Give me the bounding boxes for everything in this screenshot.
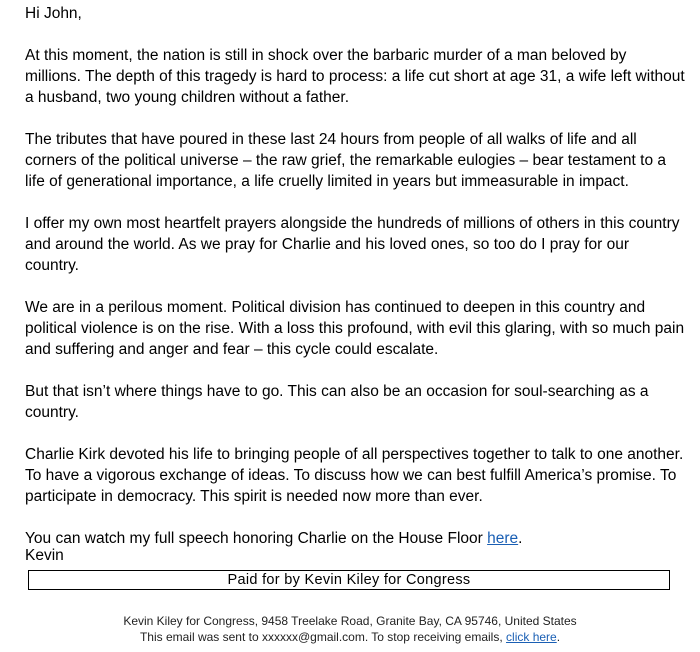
speech-end: . [518, 530, 523, 547]
footer-address: Kevin Kiley for Congress, 9458 Treelake Road, Granite Bay, CA 95746, United States [123, 614, 577, 628]
email-paragraph: At this moment, the nation is still in shock over the barbaric murder of a man beloved by millions. The depth of this tragedy is hard to process: a life cut short at age 31, a wife left without a husband, two young children without a father. [25, 47, 685, 106]
footer-sent-to-suffix: . [556, 630, 561, 644]
email-greeting: Hi John, [25, 5, 82, 22]
footer-sent-to: This email was sent to xxxxxx@gmail.com. To stop receiving emails, [139, 630, 507, 644]
email-paragraph: Charlie Kirk devoted his life to bringing people of all perspectives together to talk to one another. To have a vigorous exchange of ideas. To discuss how we can best fulfill America’s promise. To participate in democracy. This spirit is needed now more than ever. [25, 446, 684, 505]
email-body [25, 3, 685, 549]
signature: Kevin [25, 547, 64, 564]
email-paragraph: We are in a perilous moment. Political division has continued to deepen in this country and political violence is on the rise. With a loss this profound, with evil this glaring, with so much pain and suffering and anger and fear – this cycle could escalate. [25, 299, 685, 358]
paid-for-disclaimer: Paid for by Kevin Kiley for Congress [28, 570, 670, 590]
email-footer [0, 613, 700, 645]
footer-unsubscribe-line [0, 629, 700, 645]
speech-paragraph [25, 528, 685, 549]
email-paragraph: But that isn’t where things have to go. This can also be an occasion for soul-searching as a country. [25, 383, 649, 421]
speech-text: You can watch my full speech honoring Charlie on the House Floor [25, 530, 488, 547]
email-paragraph: The tributes that have poured in these last 24 hours from people of all walks of life and all corners of the political universe – the raw grief, the remarkable eulogies – bear testament to a life of generational importance, a life cruelly limited in years but immeasurable in impact. [25, 131, 667, 190]
email-paragraph: I offer my own most heartfelt prayers alongside the hundreds of millions of others in this country and around the world. As we pray for Charlie and his loved ones, so too do I pray for our country. [25, 215, 680, 274]
unsubscribe-link[interactable]: click here [506, 630, 557, 644]
speech-link[interactable]: here [487, 530, 519, 547]
